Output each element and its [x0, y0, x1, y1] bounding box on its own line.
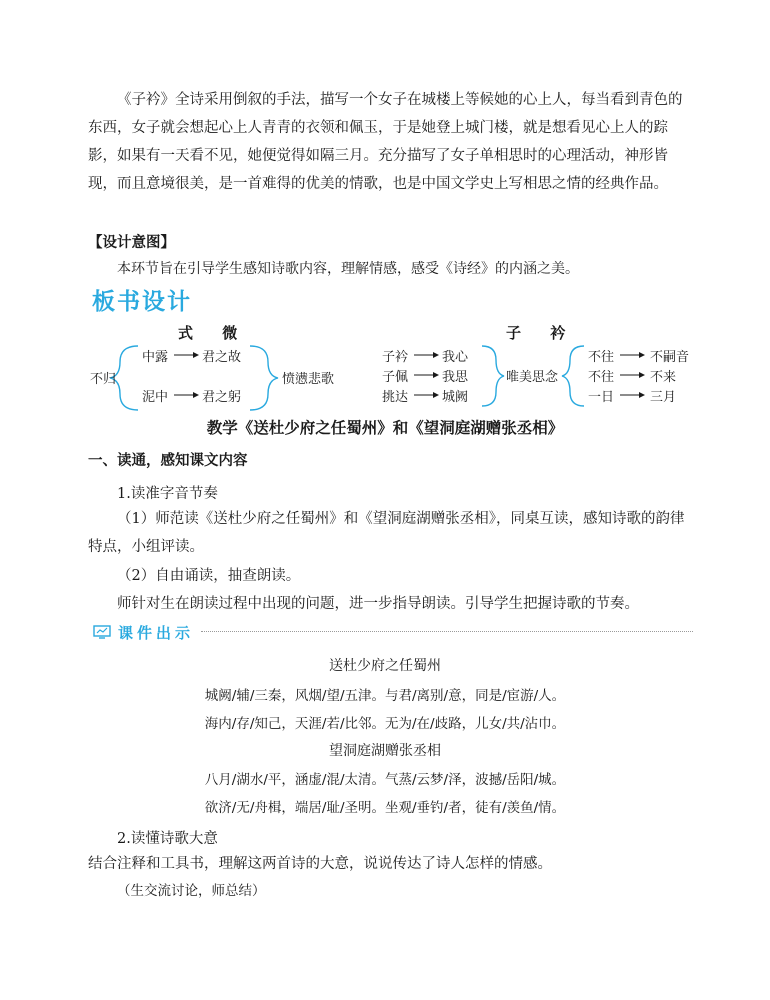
part1-paragraph-3: 师针对生在朗读过程中出现的问题，进一步指导朗读。引导学生把握诗歌的节奏。: [117, 596, 639, 612]
outcome-from-2: 不往: [588, 370, 615, 385]
step2-heading: 2.读懂诗歌大意: [117, 831, 218, 847]
right-open-brace-2: [562, 346, 584, 406]
lesson-title: 教学《送杜少府之任蜀州》和《望洞庭湖赠张丞相》: [206, 419, 564, 437]
node-woxin: 我心: [442, 350, 469, 365]
node-nizhong: 泥中: [142, 390, 169, 405]
node-junzhigong: 君之躬: [202, 390, 242, 405]
node-zhonglu: 中露: [142, 350, 169, 365]
node-weimeisinian: 唯美思念: [506, 370, 559, 385]
part1-paragraph-4: 结合注释和工具书，理解这两首诗的大意，说说传达了诗人怎样的情感。: [88, 856, 552, 872]
left-close-brace: [250, 346, 278, 410]
outcome-to-3: 三月: [650, 390, 677, 405]
part1-paragraph-2: （2）自由诵读，抽查朗读。: [117, 568, 301, 584]
part1-paragraph-1: （1）师范读《送杜少府之任蜀州》和《望洞庭湖赠张丞相》，同桌互读，感知诗歌的韵律特点，小组评读。: [88, 511, 685, 555]
outcome-to-1: 不嗣音: [650, 350, 690, 365]
node-zipei: 子佩: [382, 370, 409, 385]
outcome-to-2: 不来: [650, 370, 677, 385]
intro-paragraph: 《子衿》全诗采用倒叙的手法，描写一个女子在城楼上等候她的心上人，每当看到青色的东西，女子就会想起心上人青青的衣领和佩玉，于是她登上城门楼，就是想看见心上人的踪影，如果有一天看不见，她便觉得如隔三月。充分描写了女子单相思时的心理活动，神形皆现，而且意境很美，是一首难得的优美的情歌，也是中国文学史上写相思之情的经典作品。: [88, 92, 683, 192]
poem1-line2: 海内/存/知己，天涯/若/比邻。无为/在/歧路，儿女/共/沾巾。: [204, 716, 566, 732]
courseware-divider: [201, 631, 693, 632]
design-intent-text: 本环节旨在引导学生感知诗歌内容，理解情感，感受《诗经》的内涵之美。: [117, 261, 579, 277]
outcome-from-3: 一日: [588, 390, 615, 405]
node-zijin: 子衿: [382, 350, 409, 365]
step1-heading: 1.读准字音节奏: [117, 486, 218, 502]
poem2-line1: 八月/湖水/平，涵虚/混/太清。气蒸/云梦/泽，波撼/岳阳/城。: [204, 772, 566, 788]
courseware-screen-icon: [93, 624, 111, 638]
courseware-banner: [93, 622, 693, 642]
design-intent-heading: 【设计意图】: [88, 234, 175, 251]
outcome-from-1: 不往: [588, 350, 615, 365]
right-close-brace-1: [482, 346, 504, 406]
part1-paragraph-5: （生交流讨论，师总结）: [117, 883, 266, 899]
poem-zijin-title: 子 衿: [506, 324, 578, 342]
part1-heading: 一、读通，感知课文内容: [88, 453, 248, 469]
node-bugui: 不归: [90, 372, 117, 387]
node-junzhigu: 君之故: [202, 350, 242, 365]
node-fenmenbeige: 愤懑悲歌: [282, 372, 335, 387]
poem2-line2: 欲济/无/舟楫，端居/耻/圣明。坐观/垂钓/者，徒有/羡鱼/情。: [204, 800, 566, 816]
node-tiaoda: 挑达: [382, 390, 409, 405]
node-wosi: 我思: [442, 370, 469, 385]
node-chengque: 城阙: [442, 390, 469, 405]
board-design-diagram: [80, 318, 720, 418]
courseware-label: 课件出示: [118, 624, 195, 642]
poem-shiwei-title: 式 微: [178, 324, 250, 342]
poem1-line1: 城阙/辅/三秦，风烟/望/五津。与君/离别/意，同是/宦游/人。: [204, 688, 566, 704]
poem1-title: 送杜少府之任蜀州: [329, 658, 441, 674]
board-design-heading: 板书设计: [92, 289, 192, 315]
poem2-title: 望洞庭湖赠张丞相: [329, 743, 441, 759]
